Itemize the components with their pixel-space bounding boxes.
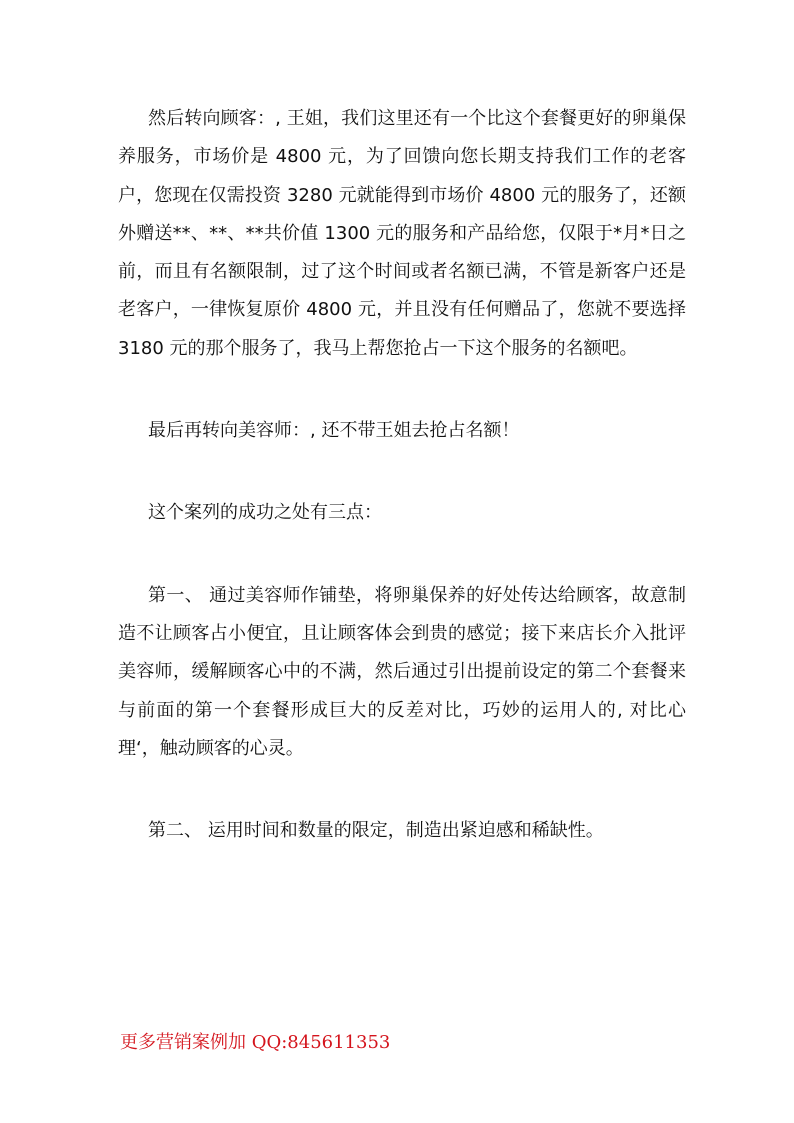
document-body [118,100,686,850]
paragraph-2: 最后再转向美容师：, 还不带王姐去抢占名额！ [148,420,520,442]
paragraph-3: 这个案列的成功之处有三点： [148,502,382,524]
footer-contact-note: 更多营销案例加 QQ:845611353 [120,1032,391,1053]
paragraph-1: 然后转向顾客：, 王姐，我们这里还有一个比这个套餐更好的卵巢保养服务，市场价是 4800 元，为了回馈向您长期支持我们工作的老客户，您现在仅需投资 3280 元就能得到市场价 4800 元的服务了，还额外赠送**、**、**共价值 1300 元的服务和产品给您，仅限于*月*日之前，而且有名额限制，过了这个时间或者名额已满，不管是新客户还是老客户，一律恢复原价 4800 元，并且没有任何赠品了，您就不要选择 3180 元的那个服务了，我马上帮您抢占一下这个服务的名额吧。 [118,108,686,359]
paragraph-5: 第二、 运用时间和数量的限定，制造出紧迫感和稀缺性。 [148,820,604,842]
paragraph-4: 第一、 通过美容师作铺垫，将卵巢保养的好处传达给顾客，故意制造不让顾客占小便宜，且让顾客体会到贵的感觉；接下来店长介入批评美容师，缓解顾客心中的不满，然后通过引出提前设定的第二个套餐来与前面的第一个套餐形成巨大的反差对比，巧妙的运用人的, 对比心理‘，触动顾客的心灵。 [118,584,686,759]
